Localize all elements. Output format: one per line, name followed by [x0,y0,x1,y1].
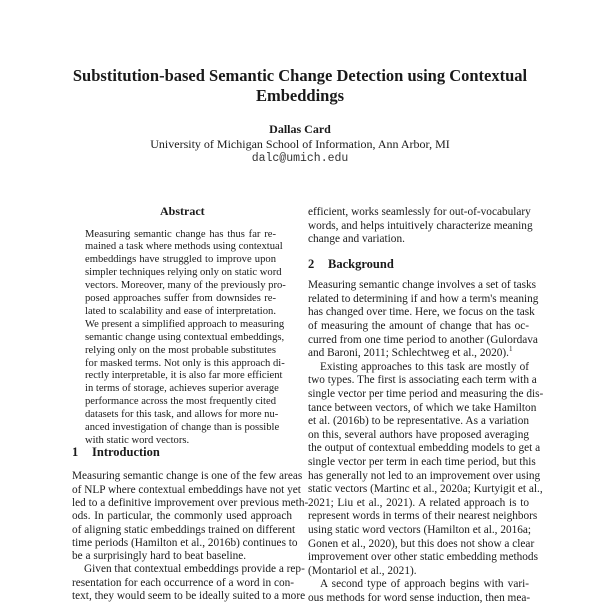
text-line: words, and helps intuitively characterize meaning [308,219,533,232]
text-line: Given that contextual embeddings provide a rep- [84,563,305,576]
text-line: improvement over other static embedding methods [308,551,538,564]
text-line: Measuring semantic change involves a set of tasks [308,279,537,292]
text-line: We present a simplified approach to measuring [85,318,285,330]
text-line: Measuring semantic change is one of the few areas [72,470,303,483]
paper-title [0,66,600,106]
text-line: related to determining if and how a term's meaning [308,292,539,305]
text-line: rectly interpretable, it is also far more efficient [85,370,283,382]
title-line: Embeddings [255,86,345,105]
text-line: posed approaches suffer from downsides re- [85,293,276,305]
text-line: of aligning static embeddings trained on different [72,523,296,536]
text-line: relying only on the most probable substitutes [85,344,276,356]
text-line: led to a definitive improvement over previous meth- [72,496,309,509]
section-title: Introduction [92,445,160,459]
author-email: dalc@umich.edu [251,152,349,165]
text-line: performance across the most frequently cited [85,396,276,408]
text-line: be a surprisingly hard to beat baseline. [72,550,247,563]
text-line: ous methods for word sense induction, then mea- [308,592,531,604]
text-line: et al. (2016b) to be representative. As a variation [308,415,529,428]
text-line: time periods (Hamilton et al., 2016b) continues to [72,536,298,549]
section-number: 2 [308,257,315,271]
text-line: text, they would seem to be ideally suited to a more [72,590,306,603]
text-line: represent words in terms of their nearest neighbors [308,510,538,523]
text-line: in terms of storage, achieves superior average [85,383,279,395]
text-line: simpler techniques relying only on static word [85,267,282,279]
text-line: change and variation. [308,233,405,246]
text-line: single vector per time period and measuring the dis- [308,388,544,400]
footnote-marker[interactable]: 1 [509,345,513,354]
text-line: mained a task where methods using contextual [85,241,283,253]
text-line: of NLP where contextual embeddings have not yet [72,483,301,496]
text-line: vectors. Moreover, many of the previously pro- [85,280,286,292]
text-line: for masked terms. Not only is this approach di- [85,357,285,369]
text-line: static vectors (Martinc et al., 2020a; Kurtyigit et al., [308,483,543,496]
text-line: Gonen et al., 2020), but this does not show a clear [308,537,535,550]
text-line: single vector per term in each time period, but this [308,456,536,468]
text-line: semantic change using contextual embeddings, [85,331,285,343]
text-line: and Baroni, 2011; Schlechtweg et al., 2020).$^1$ [308,345,513,360]
section-heading-background [308,257,394,272]
title-line: Substitution-based Semantic Change Detection using Contextual [72,66,528,85]
text-line: with static word vectors. [85,434,190,446]
text-line: datasets for this task, and allows for more nu- [85,409,279,421]
text-line: efficient, works seamlessly for out-of-vocabulary [308,206,531,219]
text-line: embeddings have struggled to improve upon [85,254,276,266]
section-title: Background [328,257,394,271]
text-line: using static word vectors (Hamilton et al., 2016a; [308,524,532,536]
text-line: anced investigation of change than is possible [85,422,280,434]
text-line: of measuring the amount of change that has oc- [308,320,529,332]
abstract-heading: Abstract [160,204,205,218]
text-line: Measuring semantic change has thus far re- [85,228,276,240]
text-line: 2021; Liu et al., 2021). A related approach is to [308,496,529,509]
author-affiliation: University of Michigan School of Information, Ann Arbor, MI [150,137,450,151]
text-line: has changed over time. Here, we focus on the task [308,306,535,319]
text-line: has generally not led to an improvement over using [308,469,541,482]
text-line: ods. In particular, the commonly used approach [72,510,292,523]
text-line: lated to scalability and ease of interpretation. [85,305,276,317]
section-number: 1 [72,445,79,459]
text-line: two types. The first is associating each term with a [308,374,537,387]
text-line: Existing approaches to this task are mostly of [320,360,529,373]
text-line: on this, several authors have proposed averaging [308,428,529,441]
text-line: the output of contextual embedding models to get a [308,442,541,455]
text-line: resentation for each occurrence of a word in con- [72,576,295,589]
text-line: (Montariol et al., 2021). [308,564,417,577]
author-name: Dallas Card [269,122,331,136]
text-line: A second type of approach begins with vari- [320,578,529,591]
text-line: tance between vectors, of which we take Hamilton [308,401,537,414]
text-line: curred from one time period to another (Gulordava [308,333,538,346]
